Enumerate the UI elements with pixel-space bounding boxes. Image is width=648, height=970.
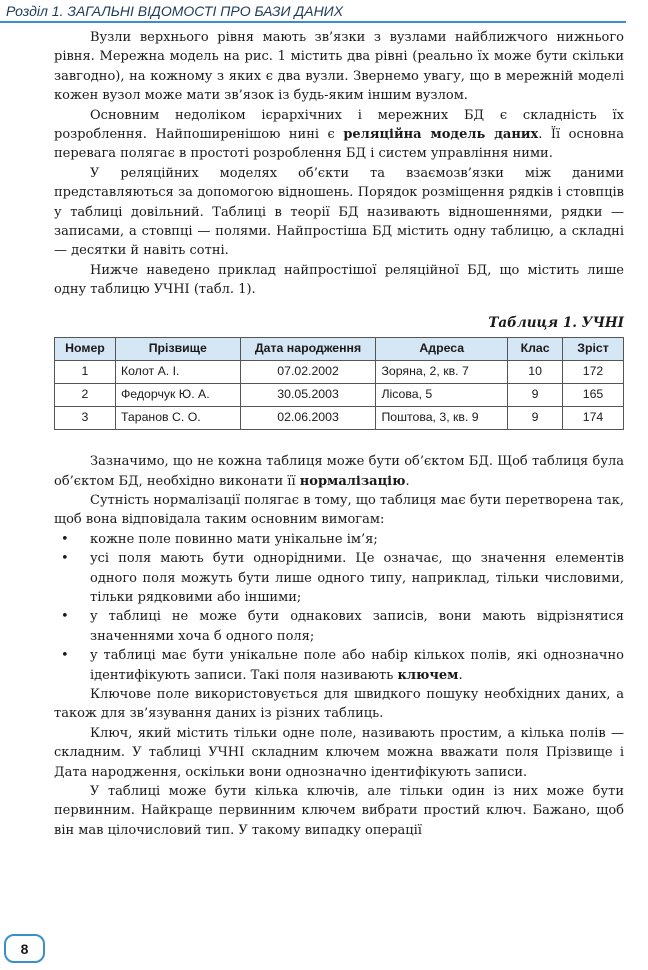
list-item: • у таблиці не може бути однакових записів, вони мають відрізнятися значеннями хоча б одного поля; (61, 609, 624, 644)
paragraph: Ключове поле використовується для швидкого пошуку необхідних даних, а також для зв’язування даних із різних таблиць. (54, 686, 624, 722)
bullet-icon: • (61, 551, 69, 567)
column-header: Прізвище (115, 338, 240, 361)
paragraph: Сутність нормалізації полягає в тому, що таблиця має бути перетворена так, щоб вона відповідала таким основним вимогам: (54, 492, 624, 528)
header-rule (0, 21, 626, 23)
table-cell: Лісова, 5 (376, 384, 508, 407)
list-item: • у таблиці має бути унікальне поле або набір кількох полів, які однозначно ідентифікують записи. Такі поля називають ключем. (61, 648, 624, 683)
paragraph: Вузли верхнього рівня мають зв’язки з вузлами найближчого нижнього рівня. Мережна модель на рис. 1 містить два рівні (реально їх може бути скільки завгодно), на кожному з яких є два вузли. Звернемо увагу, що в мережній моделі кожен вузол може мати зв’язок із будь-яким іншим вузлом. (54, 30, 624, 104)
list-item: • кожне поле повинно мати унікальне ім’я; (54, 530, 624, 549)
section-title: Розділ 1. ЗАГАЛЬНІ ВІДОМОСТІ ПРО БАЗИ ДАНИХ (6, 3, 344, 19)
table-header-row (55, 338, 624, 361)
table-cell: 07.02.2002 (240, 361, 376, 384)
paragraph: У таблиці може бути кілька ключів, але тільки один із них може бути первинним. Найкраще первинним ключем вибрати простий ключ. Бажано, щоб він мав цілочисловий тип. У такому випадку операції (54, 784, 624, 838)
list-item: • усі поля мають бути однорідними. Це означає, що значення елементів одного поля можуть бути лише одного типу, наприклад, тільки числовими, тільки рядковими або іншими; (61, 551, 624, 605)
normalization-section (54, 452, 624, 840)
table-row (55, 407, 624, 430)
requirements-list (54, 530, 624, 685)
table-cell: Таранов С. О. (115, 407, 240, 430)
term-key: ключем (397, 667, 459, 683)
bullet-icon: • (61, 531, 69, 547)
running-header (0, 2, 648, 22)
table-cell: 2 (55, 384, 116, 407)
table-cell: 172 (563, 361, 624, 384)
term-relational-model: реляційна модель даних (343, 127, 539, 143)
body-text (54, 28, 624, 840)
table-cell: Поштова, 3, кв. 9 (376, 407, 508, 430)
table-cell: Федорчук Ю. А. (115, 384, 240, 407)
paragraph: Ключ, який містить тільки одне поле, називають простим, а кілька полів — складним. У таблиці УЧНІ складним ключем можна вважати поля Прізвище і Дата народження, оскільки вони однозначно ідентифікують записи. (54, 725, 624, 780)
table-cell: 3 (55, 407, 116, 430)
page-number: 8 (4, 934, 45, 963)
table-cell: Зоряна, 2, кв. 7 (376, 361, 508, 384)
column-header: Клас (508, 338, 563, 361)
paragraph: У реляційних моделях об’єкти та взаємозв’язки між даними представляються за допомогою відношень. Порядок розміщення рядків і стовпців у таблиці довільний. Таблиці в теорії БД називають відношеннями, рядки — записами, а стовпці — полями. Найпростіша БД містить одну таблицю, а складні — десятки й навіть сотні. (54, 165, 624, 259)
bullet-icon: • (61, 609, 69, 625)
students-table (54, 337, 624, 430)
paragraph: Основним недоліком ієрархічних і мережних БД є складність їх розроблення. Найпоширенішою нині є реляційна модель даних. Її основна перевага полягає в простоті розроблення БД і систем управління ними. (54, 107, 624, 162)
table-row (55, 361, 624, 384)
table-cell: 10 (508, 361, 563, 384)
table-cell: 1 (55, 361, 116, 384)
table-caption: Таблиця 1. УЧНІ (488, 314, 624, 331)
bullet-icon: • (61, 648, 69, 664)
paragraph: Зазначимо, що не кожна таблиця може бути об’єктом БД. Щоб таблиця була об’єктом БД, необхідно виконати її нормалізацію. (54, 454, 624, 489)
column-header: Номер (55, 338, 116, 361)
table-cell: Колот А. І. (115, 361, 240, 384)
table-cell: 9 (508, 384, 563, 407)
table-cell: 02.06.2003 (240, 407, 376, 430)
table-cell: 9 (508, 407, 563, 430)
table-cell: 174 (563, 407, 624, 430)
column-header: Зріст (563, 338, 624, 361)
term-normalization: нормалізацію (299, 473, 406, 489)
table-row (55, 384, 624, 407)
table-cell: 30.05.2003 (240, 384, 376, 407)
paragraph: Нижче наведено приклад найпростішої реляційної БД, що містить лише одну таблицю УЧНІ (табл. 1). (54, 262, 624, 298)
column-header: Дата народження (240, 338, 376, 361)
table-cell: 165 (563, 384, 624, 407)
column-header: Адреса (376, 338, 508, 361)
